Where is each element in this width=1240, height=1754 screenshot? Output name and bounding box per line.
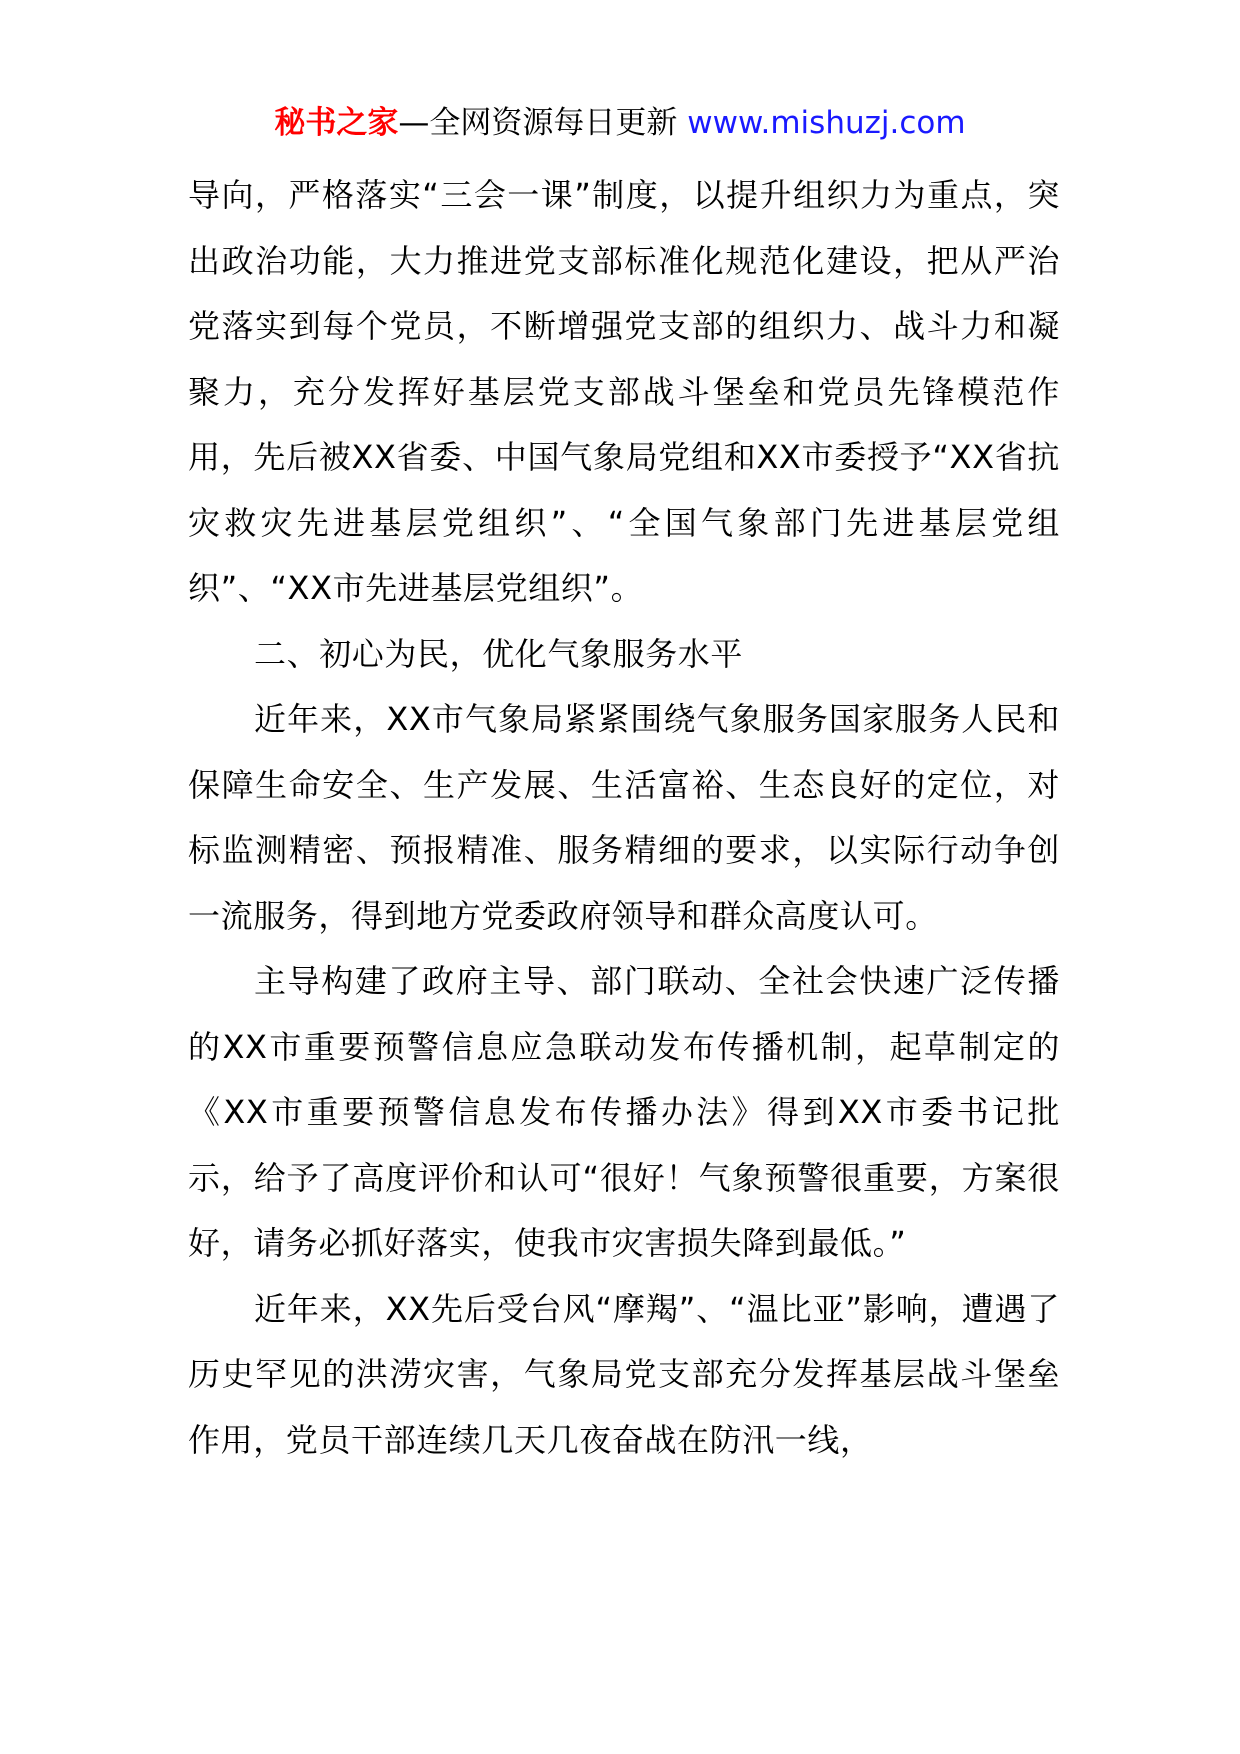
document-body: [188, 163, 1060, 1473]
paragraph: 近年来，XX市气象局紧紧围绕气象服务国家服务人民和保障生命安全、生产发展、生活富裕、生态良好的定位，对标监测精密、预报精准、服务精细的要求，以实际行动争创一流服务，得到地方党委政府领导和群众高度认可。: [188, 700, 1060, 935]
paragraph: 主导构建了政府主导、部门联动、全社会快速广泛传播的XX市重要预警信息应急联动发布传播机制，起草制定的《XX市重要预警信息发布传播办法》得到XX市委书记批示，给予了高度评价和认可“很好！气象预警很重要，方案很好，请务必抓好落实，使我市灾害损失降到最低。”: [188, 962, 1060, 1262]
header-url[interactable]: www.mishuzj.com: [687, 105, 966, 141]
page-header: [0, 102, 1240, 144]
paragraph: 近年来，XX先后受台风“摩羯”、“温比亚”影响，遭遇了历史罕见的洪涝灾害，气象局党支部充分发挥基层战斗堡垒作用，党员干部连续几天几夜奋战在防汛一线，: [188, 1289, 1060, 1459]
section-heading: 二、初心为民，优化气象服务水平: [254, 634, 744, 673]
paragraph-continuation: 导向，严格落实“三会一课”制度，以提升组织力为重点，突出政治功能，大力推进党支部标准化规范化建设，把从严治党落实到每个党员，不断增强党支部的组织力、战斗力和凝聚力，充分发挥好基层党支部战斗堡垒和党员先锋模范作用，先后被XX省委、中国气象局党组和XX市委授予“XX省抗灾救灾先进基层党组织”、“全国气象部门先进基层党组织”、“XX市先进基层党组织”。: [188, 176, 1060, 607]
header-brand: 秘书之家: [274, 105, 399, 141]
header-slogan: —全网资源每日更新: [398, 105, 678, 141]
